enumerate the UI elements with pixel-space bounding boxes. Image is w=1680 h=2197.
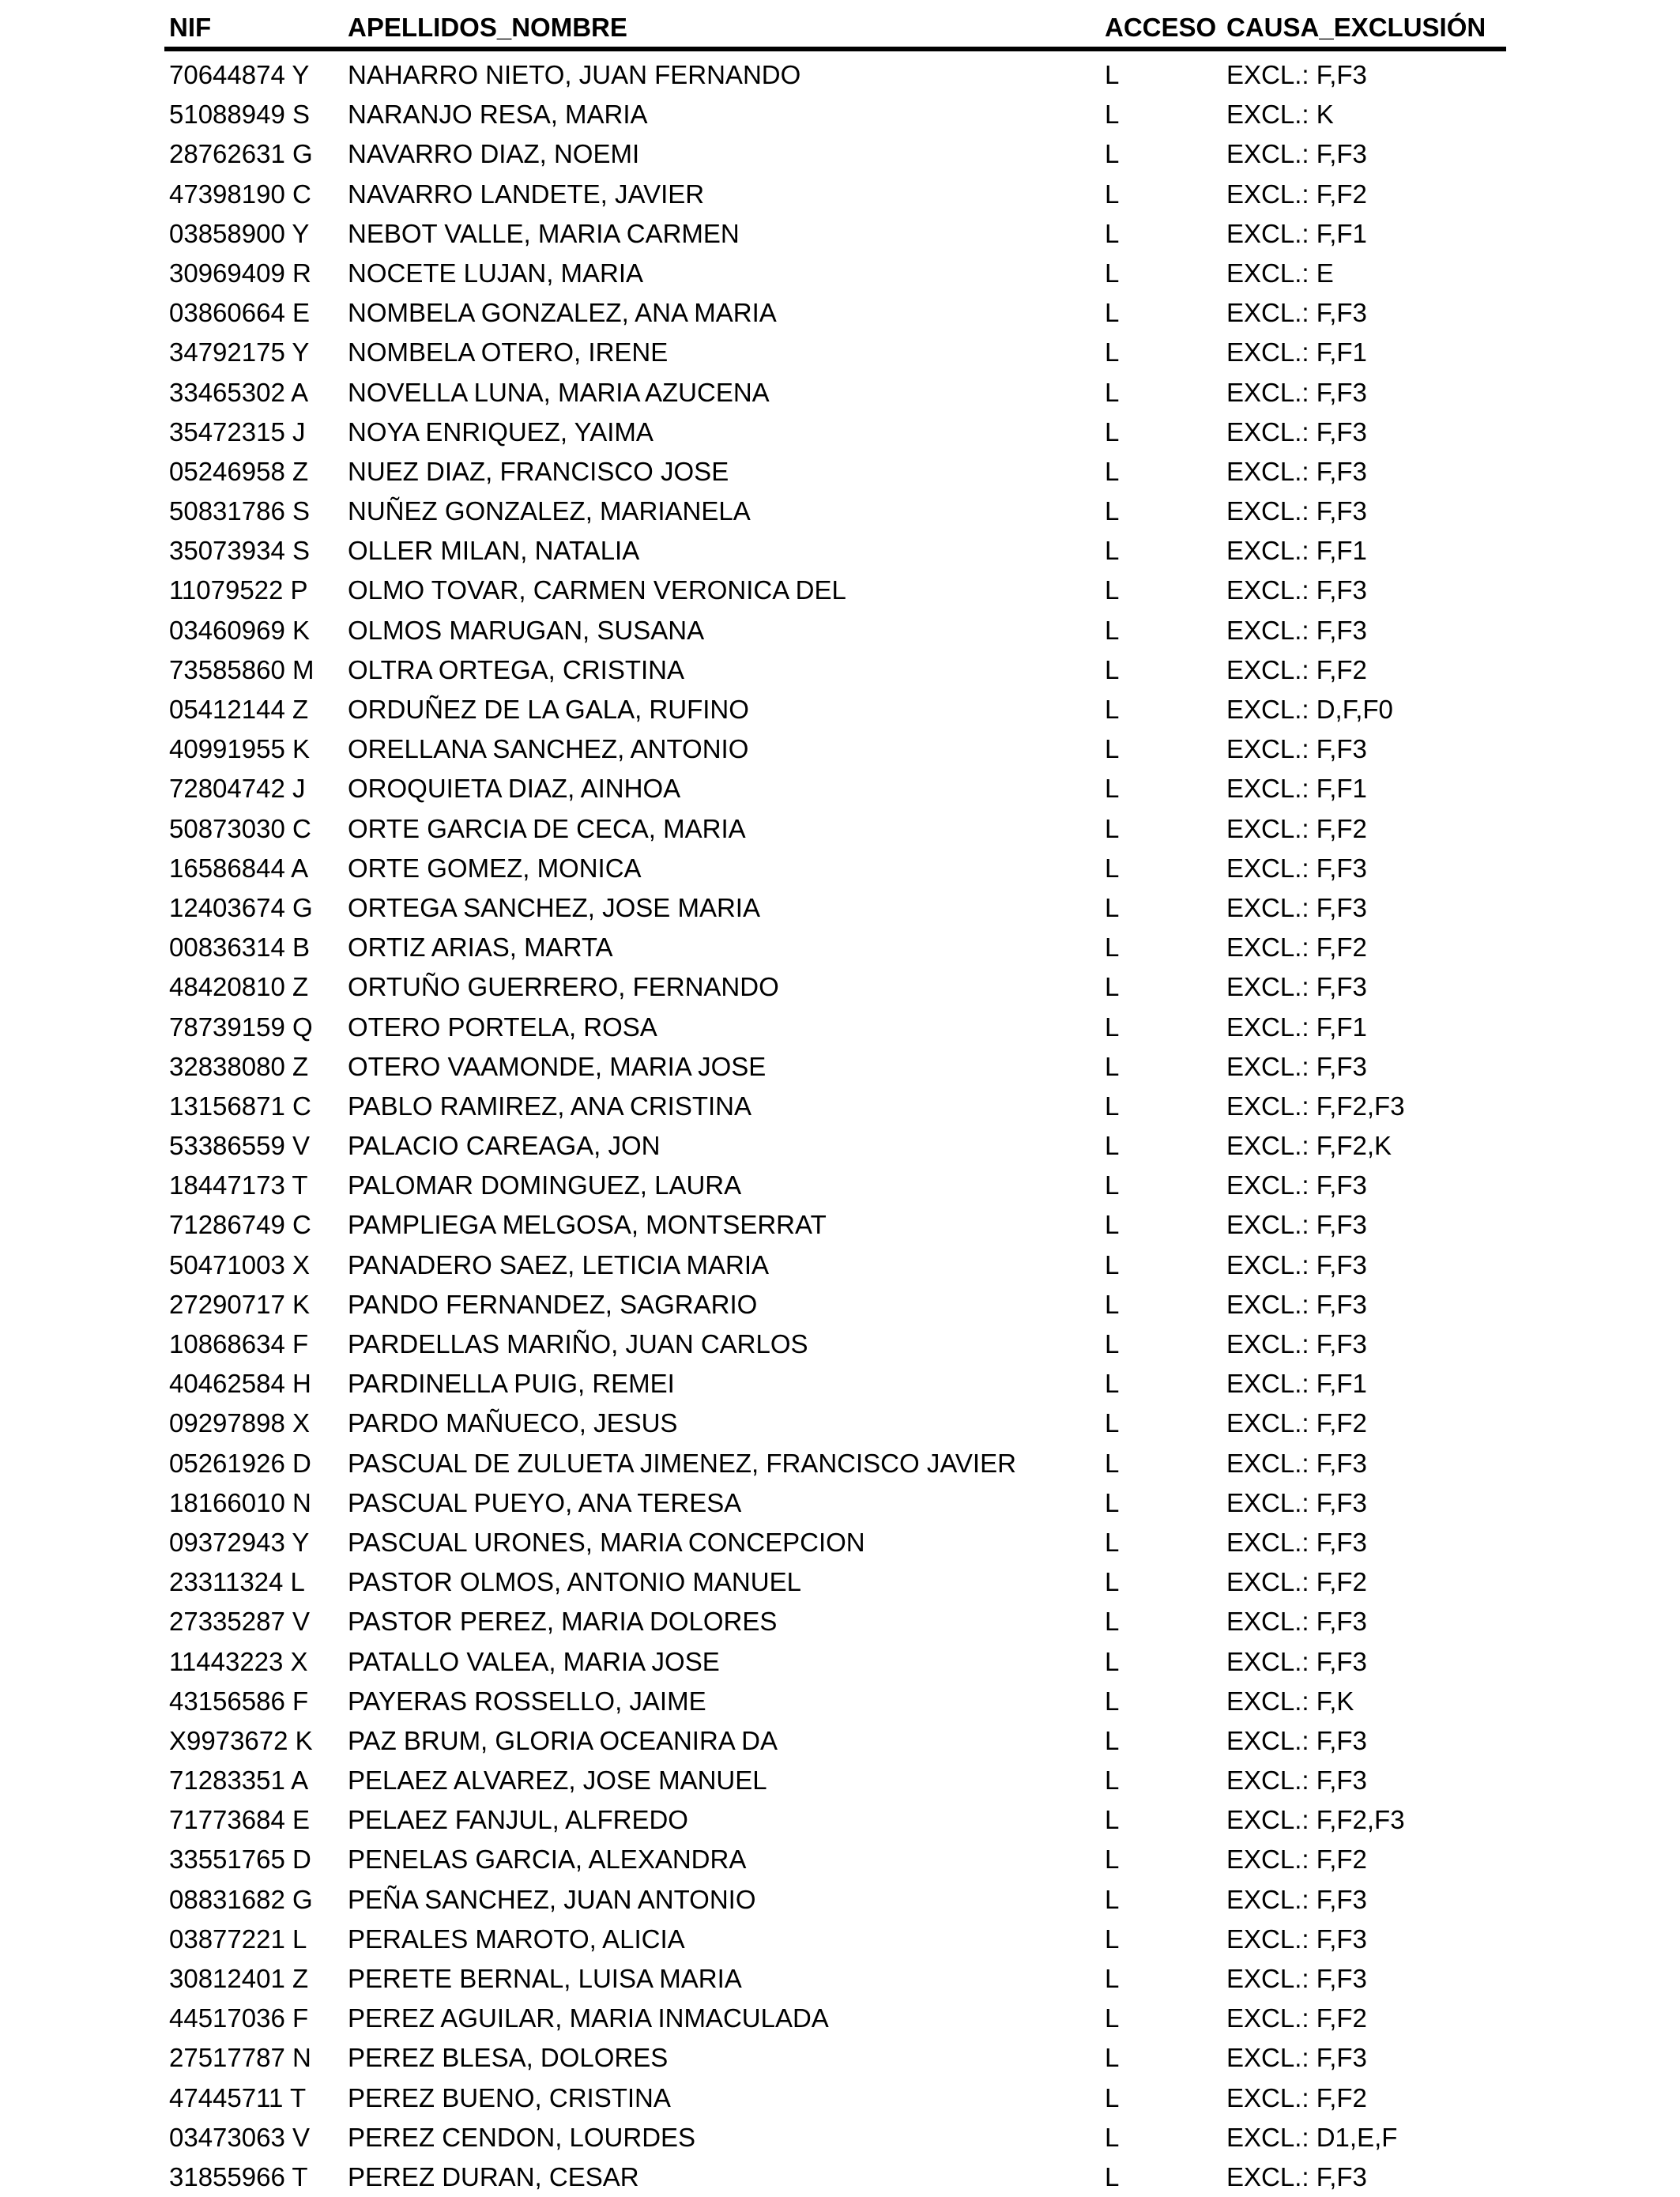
acceso-cell: L [1105,1210,1120,1240]
causa-cell: EXCL.: F,F2 [1226,1567,1367,1597]
name-cell: PARDO MAÑUECO, JESUS [348,1408,678,1438]
name-cell: ORTE GOMEZ, MONICA [348,853,642,883]
acceso-cell: L [1105,1884,1120,1914]
acceso-cell: L [1105,139,1120,169]
name-cell: PASTOR OLMOS, ANTONIO MANUEL [348,1567,801,1597]
acceso-cell: L [1105,774,1120,804]
causa-cell: EXCL.: K [1226,100,1334,130]
acceso-cell: L [1105,813,1120,843]
causa-cell: EXCL.: F,F3 [1226,496,1367,526]
nif-cell: 05261926 D [169,1448,311,1478]
nif-cell: 50873030 C [169,813,311,843]
acceso-cell: L [1105,615,1120,645]
table-row [0,571,1680,610]
acceso-cell: L [1105,1051,1120,1081]
nif-cell: 33551765 D [169,1845,311,1875]
table-row [0,333,1680,372]
table-body [0,55,1680,2197]
name-cell: NOVELLA LUNA, MARIA AZUCENA [348,377,770,407]
causa-cell: EXCL.: F,F3 [1226,139,1367,169]
acceso-cell: L [1105,298,1120,328]
acceso-cell: L [1105,1766,1120,1796]
nif-cell: 27517787 N [169,2043,311,2073]
acceso-cell: L [1105,1607,1120,1637]
name-cell: PEREZ BUENO, CRISTINA [348,2082,671,2112]
nif-cell: 18166010 N [169,1487,311,1517]
name-cell: ORTE GARCIA DE CECA, MARIA [348,813,746,843]
causa-cell: EXCL.: F,F3 [1226,1964,1367,1993]
name-cell: ORELLANA SANCHEZ, ANTONIO [348,734,749,764]
name-cell: NARANJO RESA, MARIA [348,100,648,130]
table-row [0,175,1680,214]
name-cell: PEREZ CENDON, LOURDES [348,2122,696,2152]
name-cell: PANDO FERNANDEZ, SAGRARIO [348,1289,758,1319]
nif-cell: 47445711 T [169,2082,307,2112]
causa-cell: EXCL.: F,F3 [1226,892,1367,922]
nif-cell: 11443223 X [169,1646,308,1676]
acceso-cell: L [1105,2161,1120,2191]
table-row [0,1920,1680,1959]
acceso-cell: L [1105,1527,1120,1557]
table-row [0,1444,1680,1483]
nif-cell: 40991955 K [169,734,311,764]
causa-cell: EXCL.: F,F3 [1226,2043,1367,2073]
table-row [0,1325,1680,1364]
table-row [0,1285,1680,1325]
causa-cell: EXCL.: F,F3 [1226,2161,1367,2191]
causa-cell: EXCL.: F,F1 [1226,536,1367,566]
name-cell: PEREZ AGUILAR, MARIA INMACULADA [348,2003,829,2033]
nif-cell: 08831682 G [169,1884,313,1914]
causa-cell: EXCL.: F,F3 [1226,1766,1367,1796]
causa-cell: EXCL.: F,F2 [1226,2082,1367,2112]
acceso-cell: L [1105,1131,1120,1161]
table-row [0,967,1680,1007]
acceso-cell: L [1105,892,1120,922]
name-cell: ORDUÑEZ DE LA GALA, RUFINO [348,695,749,724]
acceso-cell: L [1105,1170,1120,1200]
name-cell: NEBOT VALLE, MARIA CARMEN [348,218,740,248]
nif-cell: 03877221 L [169,1924,307,1954]
table-row [0,1721,1680,1761]
table-row [0,134,1680,174]
nif-cell: 00836314 B [169,933,311,963]
causa-cell: EXCL.: F,F3 [1226,1210,1367,1240]
name-cell: NAHARRO NIETO, JUAN FERNANDO [348,60,801,89]
table-row [0,1087,1680,1126]
causa-cell: EXCL.: D,F,F0 [1226,695,1393,724]
causa-cell: EXCL.: F,F3 [1226,1924,1367,1954]
name-cell: PAMPLIEGA MELGOSA, MONTSERRAT [348,1210,827,1240]
table-header [0,0,1680,47]
table-row [0,1602,1680,1641]
name-cell: NOMBELA OTERO, IRENE [348,337,669,367]
acceso-cell: L [1105,377,1120,407]
causa-cell: EXCL.: F,F2 [1226,654,1367,684]
causa-cell: EXCL.: F,F1 [1226,1369,1367,1399]
name-cell: ORTUÑO GUERRERO, FERNANDO [348,972,779,1002]
name-cell: NUÑEZ GONZALEZ, MARIANELA [348,496,751,526]
nif-cell: 30812401 Z [169,1964,309,1993]
nif-cell: 03858900 Y [169,218,310,248]
acceso-cell: L [1105,1725,1120,1755]
acceso-cell: L [1105,1249,1120,1279]
causa-cell: EXCL.: F,F3 [1226,1527,1367,1557]
table-row [0,888,1680,928]
table-row [0,214,1680,254]
causa-cell: EXCL.: F,F3 [1226,1487,1367,1517]
table-row [0,1999,1680,2038]
nif-cell: X9973672 K [169,1725,313,1755]
causa-cell: EXCL.: F,F3 [1226,1448,1367,1478]
header-nif: NIF [169,13,212,42]
causa-cell: EXCL.: F,F3 [1226,416,1367,447]
table-row [0,254,1680,293]
acceso-cell: L [1105,1012,1120,1042]
acceso-cell: L [1105,1964,1120,1993]
table-row [0,1364,1680,1404]
header-causa-exclusion: CAUSA_EXCLUSIÓN [1226,13,1486,42]
acceso-cell: L [1105,1686,1120,1716]
table-row [0,1205,1680,1245]
nif-cell: 50831786 S [169,496,311,526]
acceso-cell: L [1105,695,1120,724]
causa-cell: EXCL.: F,F2,F3 [1226,1091,1405,1121]
causa-cell: EXCL.: F,F3 [1226,1607,1367,1637]
name-cell: PARDELLAS MARIÑO, JUAN CARLOS [348,1329,808,1359]
nif-cell: 71283351 A [169,1766,309,1796]
name-cell: NAVARRO DIAZ, NOEMI [348,139,640,169]
table-row [0,650,1680,690]
name-cell: PALOMAR DOMINGUEZ, LAURA [348,1170,742,1200]
name-cell: PELAEZ ALVAREZ, JOSE MANUEL [348,1766,767,1796]
table-row [0,1840,1680,1879]
causa-cell: EXCL.: F,K [1226,1686,1354,1716]
name-cell: PERALES MAROTO, ALICIA [348,1924,685,1954]
table-row [0,531,1680,571]
name-cell: NAVARRO LANDETE, JAVIER [348,179,705,209]
table-row [0,1880,1680,1920]
table-row [0,2078,1680,2118]
acceso-cell: L [1105,853,1120,883]
name-cell: ORTIZ ARIAS, MARTA [348,933,613,963]
nif-cell: 09297898 X [169,1408,311,1438]
acceso-cell: L [1105,1646,1120,1676]
acceso-cell: L [1105,2003,1120,2033]
table-row [0,769,1680,808]
table-row [0,1761,1680,1800]
nif-cell: 34792175 Y [169,337,310,367]
causa-cell: EXCL.: F,F2,F3 [1226,1805,1405,1835]
causa-cell: EXCL.: F,F2 [1226,1845,1367,1875]
acceso-cell: L [1105,2122,1120,2152]
nif-cell: 31855966 T [169,2161,308,2191]
nif-cell: 32838080 Z [169,1051,309,1081]
causa-cell: EXCL.: F,F3 [1226,575,1367,605]
name-cell: OLTRA ORTEGA, CRISTINA [348,654,685,684]
causa-cell: EXCL.: F,F2 [1226,179,1367,209]
nif-cell: 71286749 C [169,1210,311,1240]
nif-cell: 71773684 E [169,1805,311,1835]
table-row [0,1523,1680,1562]
table-row [0,55,1680,95]
name-cell: PEÑA SANCHEZ, JUAN ANTONIO [348,1884,756,1914]
table-row [0,1245,1680,1285]
causa-cell: EXCL.: F,F2,K [1226,1131,1392,1161]
causa-cell: EXCL.: F,F3 [1226,1646,1367,1676]
table-row [0,809,1680,849]
table-row [0,293,1680,333]
table-row [0,95,1680,134]
table-row [0,690,1680,729]
name-cell: OTERO PORTELA, ROSA [348,1012,657,1042]
nif-cell: 72804742 J [169,774,306,804]
table-row [0,1562,1680,1602]
causa-cell: EXCL.: F,F1 [1226,218,1367,248]
table-row [0,611,1680,650]
nif-cell: 53386559 V [169,1131,311,1161]
causa-cell: EXCL.: F,F3 [1226,853,1367,883]
nif-cell: 70644874 Y [169,60,310,89]
acceso-cell: L [1105,1369,1120,1399]
name-cell: OROQUIETA DIAZ, AINHOA [348,774,681,804]
header-apellidos-nombre: APELLIDOS_NOMBRE [348,13,627,42]
nif-cell: 78739159 Q [169,1012,313,1042]
name-cell: PABLO RAMIREZ, ANA CRISTINA [348,1091,752,1121]
name-cell: OLMOS MARUGAN, SUSANA [348,615,705,645]
acceso-cell: L [1105,60,1120,89]
nif-cell: 23311324 L [169,1567,305,1597]
causa-cell: EXCL.: F,F3 [1226,1249,1367,1279]
table-row [0,2157,1680,2197]
nif-cell: 05246958 Z [169,456,309,486]
causa-cell: EXCL.: F,F3 [1226,1725,1367,1755]
causa-cell: EXCL.: D1,E,F [1226,2122,1398,2152]
nif-cell: 73585860 M [169,654,315,684]
name-cell: PASCUAL URONES, MARIA CONCEPCION [348,1527,865,1557]
nif-cell: 03860664 E [169,298,311,328]
nif-cell: 43156586 F [169,1686,309,1716]
acceso-cell: L [1105,1329,1120,1359]
nif-cell: 27335287 V [169,1607,311,1637]
acceso-cell: L [1105,1487,1120,1517]
table-row [0,1126,1680,1166]
table-row [0,452,1680,492]
name-cell: PASCUAL PUEYO, ANA TERESA [348,1487,742,1517]
acceso-cell: L [1105,1924,1120,1954]
acceso-cell: L [1105,1448,1120,1478]
table-row [0,1404,1680,1443]
causa-cell: EXCL.: F,F1 [1226,337,1367,367]
acceso-cell: L [1105,1289,1120,1319]
table-row [0,413,1680,452]
name-cell: PEREZ BLESA, DOLORES [348,2043,669,2073]
nif-cell: 03473063 V [169,2122,311,2152]
causa-cell: EXCL.: F,F2 [1226,2003,1367,2033]
name-cell: PERETE BERNAL, LUISA MARIA [348,1964,742,1993]
nif-cell: 27290717 K [169,1289,311,1319]
causa-cell: EXCL.: F,F2 [1226,933,1367,963]
name-cell: PAYERAS ROSSELLO, JAIME [348,1686,706,1716]
table-row [0,1008,1680,1047]
acceso-cell: L [1105,1091,1120,1121]
causa-cell: EXCL.: F,F3 [1226,298,1367,328]
causa-cell: EXCL.: F,F3 [1226,456,1367,486]
acceso-cell: L [1105,337,1120,367]
name-cell: PARDINELLA PUIG, REMEI [348,1369,675,1399]
table-row [0,1642,1680,1682]
name-cell: NOMBELA GONZALEZ, ANA MARIA [348,298,777,328]
table-row [0,1800,1680,1840]
acceso-cell: L [1105,1408,1120,1438]
causa-cell: EXCL.: F,F3 [1226,615,1367,645]
acceso-cell: L [1105,1805,1120,1835]
causa-cell: EXCL.: F,F3 [1226,1884,1367,1914]
name-cell: PAZ BRUM, GLORIA OCEANIRA DA [348,1725,778,1755]
acceso-cell: L [1105,654,1120,684]
nif-cell: 30969409 R [169,258,311,288]
causa-cell: EXCL.: F,F3 [1226,972,1367,1002]
acceso-cell: L [1105,456,1120,486]
header-acceso: ACCESO [1105,13,1217,42]
nif-cell: 09372943 Y [169,1527,310,1557]
causa-cell: EXCL.: F,F2 [1226,813,1367,843]
name-cell: PASCUAL DE ZULUETA JIMENEZ, FRANCISCO JAVIER [348,1448,1016,1478]
nif-cell: 44517036 F [169,2003,309,2033]
name-cell: PELAEZ FANJUL, ALFREDO [348,1805,688,1835]
acceso-cell: L [1105,496,1120,526]
table-row [0,1483,1680,1523]
name-cell: PENELAS GARCIA, ALEXANDRA [348,1845,747,1875]
acceso-cell: L [1105,2082,1120,2112]
acceso-cell: L [1105,2043,1120,2073]
acceso-cell: L [1105,416,1120,447]
name-cell: ORTEGA SANCHEZ, JOSE MARIA [348,892,760,922]
nif-cell: 10868634 F [169,1329,309,1359]
causa-cell: EXCL.: F,F3 [1226,734,1367,764]
causa-cell: EXCL.: F,F3 [1226,1289,1367,1319]
acceso-cell: L [1105,933,1120,963]
name-cell: NOCETE LUJAN, MARIA [348,258,644,288]
acceso-cell: L [1105,536,1120,566]
table-row [0,1166,1680,1205]
name-cell: NOYA ENRIQUEZ, YAIMA [348,416,654,447]
causa-cell: EXCL.: F,F3 [1226,1170,1367,1200]
causa-cell: EXCL.: F,F3 [1226,1329,1367,1359]
acceso-cell: L [1105,100,1120,130]
name-cell: OLMO TOVAR, CARMEN VERONICA DEL [348,575,846,605]
causa-cell: EXCL.: F,F2 [1226,1408,1367,1438]
table-row [0,492,1680,531]
causa-cell: EXCL.: F,F3 [1226,1051,1367,1081]
causa-cell: EXCL.: F,F3 [1226,60,1367,89]
table-row [0,373,1680,413]
nif-cell: 03460969 K [169,615,311,645]
nif-cell: 51088949 S [169,100,311,130]
table-row [0,849,1680,888]
table-row [0,2038,1680,2078]
table-row [0,1682,1680,1721]
acceso-cell: L [1105,218,1120,248]
table-row [0,2118,1680,2157]
name-cell: PEREZ DURAN, CESAR [348,2161,639,2191]
name-cell: PATALLO VALEA, MARIA JOSE [348,1646,720,1676]
acceso-cell: L [1105,1845,1120,1875]
nif-cell: 05412144 Z [169,695,309,724]
nif-cell: 13156871 C [169,1091,311,1121]
nif-cell: 50471003 X [169,1249,311,1279]
name-cell: OTERO VAAMONDE, MARIA JOSE [348,1051,767,1081]
nif-cell: 18447173 T [169,1170,308,1200]
nif-cell: 28762631 G [169,139,313,169]
name-cell: NUEZ DIAZ, FRANCISCO JOSE [348,456,729,486]
acceso-cell: L [1105,258,1120,288]
causa-cell: EXCL.: F,F1 [1226,1012,1367,1042]
nif-cell: 35472315 J [169,416,306,447]
causa-cell: EXCL.: F,F1 [1226,774,1367,804]
acceso-cell: L [1105,972,1120,1002]
header-rule [164,47,1506,51]
nif-cell: 35073934 S [169,536,311,566]
name-cell: PASTOR PEREZ, MARIA DOLORES [348,1607,778,1637]
acceso-cell: L [1105,575,1120,605]
acceso-cell: L [1105,179,1120,209]
table-row [0,1047,1680,1087]
nif-cell: 40462584 H [169,1369,311,1399]
causa-cell: EXCL.: F,F3 [1226,377,1367,407]
nif-cell: 33465302 A [169,377,309,407]
table-row [0,729,1680,769]
table-row [0,928,1680,967]
nif-cell: 48420810 Z [169,972,309,1002]
nif-cell: 16586844 A [169,853,309,883]
acceso-cell: L [1105,1567,1120,1597]
causa-cell: EXCL.: E [1226,258,1334,288]
name-cell: PALACIO CAREAGA, JON [348,1131,661,1161]
nif-cell: 12403674 G [169,892,313,922]
acceso-cell: L [1105,734,1120,764]
name-cell: PANADERO SAEZ, LETICIA MARIA [348,1249,770,1279]
table-row [0,1959,1680,1999]
name-cell: OLLER MILAN, NATALIA [348,536,640,566]
nif-cell: 11079522 P [169,575,308,605]
nif-cell: 47398190 C [169,179,311,209]
